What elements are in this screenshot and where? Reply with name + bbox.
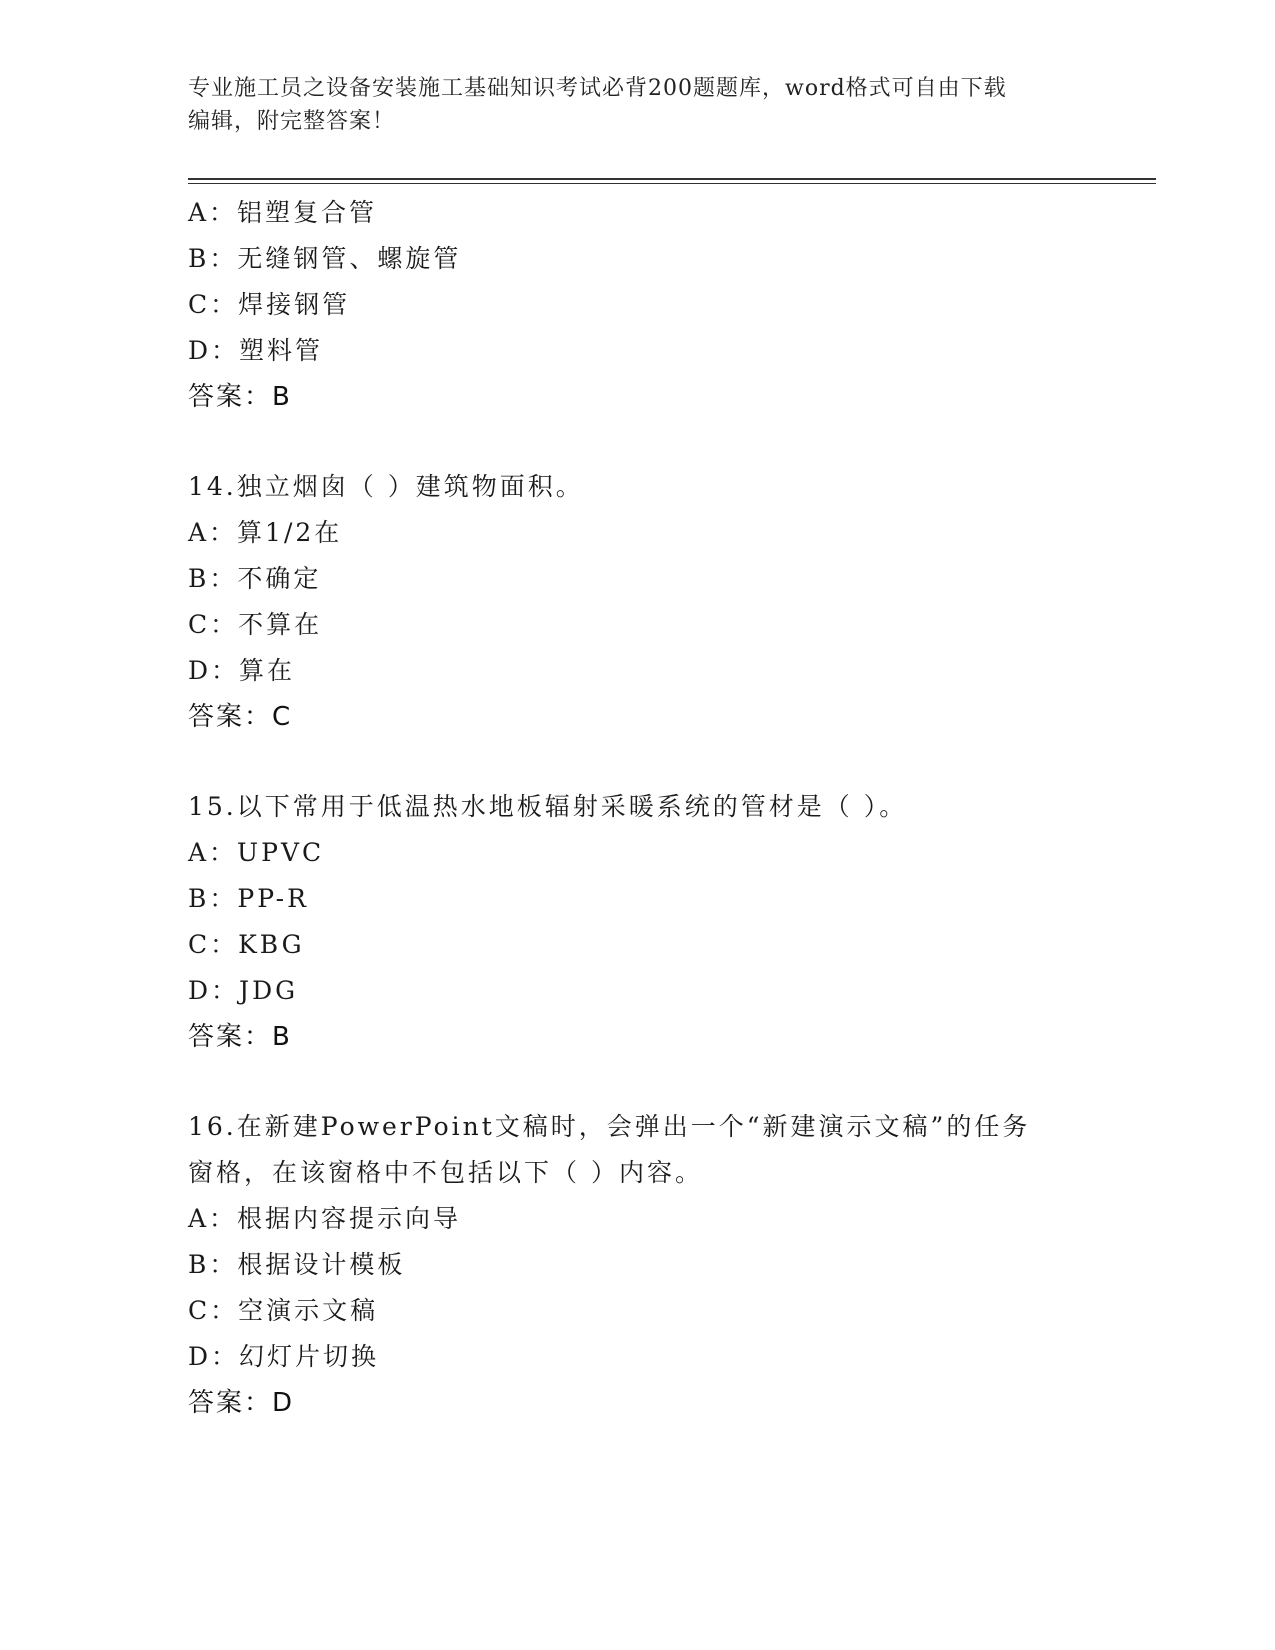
option-b: B：根据设计模板 [188,1250,406,1279]
option-c: C：KBG [188,930,305,959]
option-b: B：无缝钢管、螺旋管 [188,244,462,273]
question-16 [188,1104,1148,1426]
question-13 [188,190,1148,420]
option-c: C：空演示文稿 [188,1296,379,1325]
document-header [188,72,1088,138]
option-b: B：PP-R [188,884,309,913]
header-title-line2: 编辑，附完整答案！ [188,109,396,134]
option-a: A：根据内容提示向导 [188,1204,462,1233]
question-list [188,190,1148,1426]
option-d: D：算在 [188,656,296,685]
option-a: A：UPVC [188,838,325,867]
question-stem-line2: 窗格，在该窗格中不包括以下（ ）内容。 [188,1158,703,1187]
option-d: D：JDG [188,976,299,1005]
answer: 答案：B [188,382,292,412]
question-stem-line1: 16.在新建PowerPoint文稿时，会弹出一个“新建演示文稿”的任务 [188,1112,1031,1141]
option-d: D：塑料管 [188,336,324,365]
question-stem: 15.以下常用于低温热水地板辐射采暖系统的管材是（ ）。 [188,792,908,821]
option-a: A：铝塑复合管 [188,198,378,227]
option-d: D：幻灯片切换 [188,1342,380,1371]
header-divider [188,178,1156,184]
question-15 [188,784,1148,1060]
option-c: C：不算在 [188,610,323,639]
option-a: A：算1/2在 [188,518,343,547]
header-title-line1: 专业施工员之设备安装施工基础知识考试必背200题题库，word格式可自由下载 [188,76,1007,101]
answer: 答案：D [188,1388,295,1418]
question-14 [188,464,1148,740]
answer: 答案：C [188,702,293,732]
option-c: C：焊接钢管 [188,290,351,319]
question-stem: 14.独立烟囱（ ）建筑物面积。 [188,472,584,501]
answer: 答案：B [188,1022,292,1052]
option-b: B：不确定 [188,564,322,593]
